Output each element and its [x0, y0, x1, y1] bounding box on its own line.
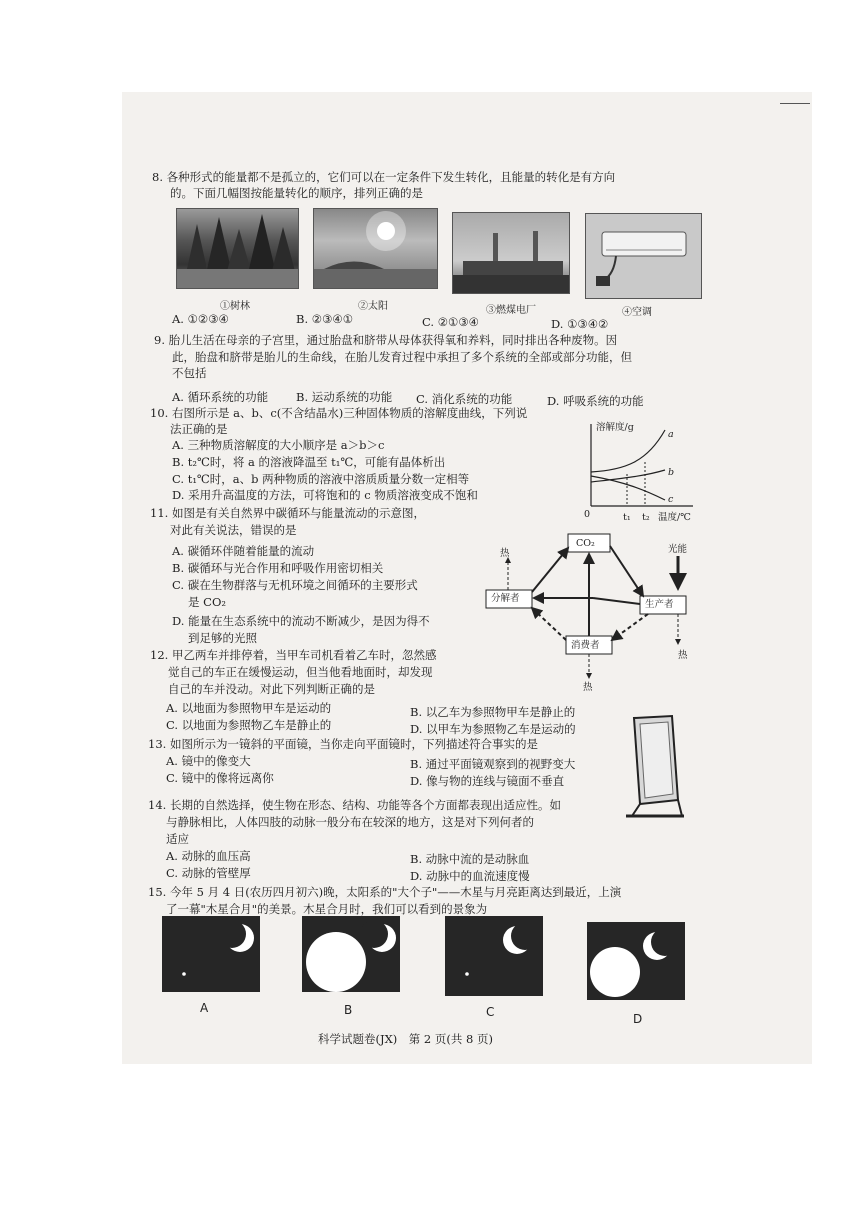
diagram-heat-1: 热: [500, 548, 510, 559]
curve-label-c: c: [668, 494, 674, 505]
option-c-scene: [445, 916, 543, 996]
curve-label-a: a: [668, 429, 674, 440]
forest-image: [177, 209, 298, 288]
caption-power-plant: ③燃煤电厂: [486, 305, 536, 316]
q13-option-b: B. 通过平面镜观察到的视野变大: [410, 757, 576, 771]
q10-option-a: A. 三种物质溶解度的大小顺序是 a＞b＞c: [172, 438, 385, 452]
jupiter-dot: [182, 972, 186, 976]
q12-option-d: D. 以甲车为参照物乙车是运动的: [410, 722, 576, 736]
line-producer-cross: [593, 598, 640, 604]
q8-option-d: D. ①③④②: [551, 317, 609, 331]
q14-line1: 14. 长期的自然选择，使生物在形态、结构、功能等各个方面都表现出适应性。如: [148, 798, 561, 812]
power-plant-image: [453, 213, 569, 293]
forest-photo: [176, 208, 299, 289]
mirror-leg-right: [678, 800, 682, 816]
q13-line1: 13. 如图所示为一镜斜的平面镜，当你走向平面镜时，下列描述符合事实的是: [148, 737, 538, 751]
diagram-decomposer: 分解者: [491, 593, 520, 604]
q13-option-d: D. 像与物的连线与镜面不垂直: [410, 774, 565, 788]
graph-t1: t₁: [623, 512, 631, 523]
q15-line1: 15. 今年 5 月 4 日(农历四月初六)晚，太阳系的"大个子"——木星与月亮距离达到最近，上演: [148, 885, 622, 899]
graph-xlabel: 温度/℃: [658, 512, 691, 523]
arrow-decomposer-co2: [532, 548, 568, 592]
q12-line3: 自己的车并没动。对此下列判断正确的是: [168, 682, 375, 696]
arrow-producer-consumer: [612, 614, 648, 640]
diagram-consumer: 消费者: [571, 640, 600, 651]
q8-option-b: B. ②③④①: [296, 312, 354, 326]
option-d-box: [587, 922, 685, 1000]
arrow-co2-producer: [610, 546, 643, 596]
caption-forest: ①树林: [220, 301, 250, 312]
sun-image: [314, 209, 437, 288]
option-label-a: A: [200, 1001, 209, 1015]
air-conditioner-photo: [585, 213, 702, 299]
option-b-scene: [302, 916, 400, 992]
sun-photo: [313, 208, 438, 289]
q10-option-b: B. t₂℃时，将 a 的溶液降温至 t₁℃，可能有晶体析出: [172, 455, 446, 469]
arrow-consumer-decomposer: [532, 608, 566, 640]
q8-option-a: A. ①②③④: [172, 312, 229, 326]
curve-label-b: b: [668, 467, 675, 478]
mirror-glass: [640, 722, 673, 798]
option-b-box: [302, 916, 400, 992]
option-a-scene: [162, 916, 260, 992]
large-planet: [590, 947, 640, 997]
curve-b: [591, 470, 665, 482]
q13-option-c: C. 镜中的像将远离你: [166, 771, 274, 785]
diagram-producer: 生产者: [645, 599, 674, 610]
q11-option-a: A. 碳循环伴随着能量的流动: [172, 544, 315, 558]
graph-t2: t₂: [642, 512, 650, 523]
q9-option-a: A. 循环系统的功能: [172, 390, 269, 404]
tilted-mirror-image: [620, 712, 686, 824]
q10-line1: 10. 右图所示是 a、b、c(不含结晶水)三种固体物质的溶解度曲线，下列说: [150, 406, 528, 420]
option-a-box: [162, 916, 260, 992]
large-planet: [306, 932, 366, 992]
graph-ylabel: 溶解度/g: [596, 422, 634, 433]
option-label-c: C: [486, 1005, 495, 1019]
q12-option-b: B. 以乙车为参照物甲车是静止的: [410, 705, 576, 719]
q10-line2: 法正确的是: [170, 422, 228, 436]
q12-option-c: C. 以地面为参照物乙车是静止的: [166, 718, 332, 732]
graph-origin: 0: [584, 509, 591, 520]
diagram-heat-3: 热: [583, 682, 593, 693]
q11-option-d-cont: 到足够的光照: [188, 631, 257, 645]
q14-option-c: C. 动脉的管壁厚: [166, 866, 251, 880]
corner-mark: [780, 103, 810, 104]
q15-line2: 了一幕"木星合月"的美景。木星合月时，我们可以看到的景象为: [166, 902, 488, 916]
option-d-scene: [587, 922, 685, 1000]
q9-line3: 不包括: [172, 366, 207, 380]
diagram-heat-2: 热: [678, 650, 688, 661]
q12-line1: 12. 甲乙两车并排停着，当甲车司机看着乙车时，忽然感: [150, 648, 437, 662]
q14-option-b: B. 动脉中流的是动脉血: [410, 852, 530, 866]
q9-option-b: B. 运动系统的功能: [296, 390, 393, 404]
q14-option-d: D. 动脉中的血流速度慢: [410, 869, 530, 883]
q11-line2: 对此有关说法，错误的是: [170, 523, 297, 537]
caption-air-conditioner: ④空调: [622, 307, 652, 318]
q8-line2: 的。下面几幅图按能量转化的顺序，排列正确的是: [170, 186, 423, 200]
q9-line2: 此，胎盘和脐带是胎儿的生命线，在胎儿发育过程中承担了多个系统的全部或部分功能，但: [172, 350, 632, 364]
q9-option-d: D. 呼吸系统的功能: [547, 394, 644, 408]
q14-line2: 与静脉相比，人体四肢的动脉一般分布在较深的地方，这是对下列何者的: [166, 815, 534, 829]
option-label-d: D: [633, 1012, 643, 1026]
q13-option-a: A. 镜中的像变大: [166, 754, 251, 768]
q10-option-c: C. t₁℃时，a、b 两种物质的溶液中溶质质量分数一定相等: [172, 472, 470, 486]
q12-option-a: A. 以地面为参照物甲车是运动的: [166, 701, 332, 715]
q11-option-c-cont: 是 CO₂: [188, 595, 226, 609]
page-footer: 科学试题卷(JX) 第 2 页(共 8 页): [318, 1032, 493, 1046]
power-plant-photo: [452, 212, 570, 294]
q12-line2: 觉自己的车正在缓慢运动，但当他看地面时，却发现: [168, 665, 433, 679]
q8-option-c: C. ②①③④: [422, 315, 479, 329]
diagram-co2: CO₂: [576, 538, 595, 549]
q14-line3: 适应: [166, 832, 189, 846]
q9-line1: 9. 胎儿生活在母亲的子宫里，通过胎盘和脐带从母体获得氧和养料，同时排出各种废物。因: [154, 333, 618, 347]
q11-option-d: D. 能量在生态系统中的流动不断减少，是因为得不: [172, 614, 430, 628]
q11-line1: 11. 如图是有关自然界中碳循环与能量流动的示意图，: [150, 506, 425, 520]
q11-option-b: B. 碳循环与光合作用和呼吸作用密切相关: [172, 561, 384, 575]
q10-option-d: D. 采用升高温度的方法，可将饱和的 c 物质溶液变成不饱和: [172, 488, 478, 502]
curve-c: [591, 476, 665, 500]
curve-a: [591, 430, 665, 472]
q8-line1: 8. 各种形式的能量都不是孤立的，它们可以在一定条件下发生转化，且能量的转化是有方向: [152, 170, 616, 184]
q9-option-c: C. 消化系统的功能: [416, 392, 513, 406]
caption-sun: ②太阳: [358, 301, 388, 312]
q11-option-c: C. 碳在生物群落与无机环境之间循环的主要形式: [172, 578, 418, 592]
jupiter-dot: [465, 972, 469, 976]
mirror-leg-left: [632, 804, 640, 816]
q14-option-a: A. 动脉的血压高: [166, 849, 251, 863]
option-c-box: [445, 916, 543, 996]
option-label-b: B: [344, 1003, 353, 1017]
diagram-light: 光能: [668, 544, 688, 555]
air-conditioner-image: [586, 214, 701, 298]
